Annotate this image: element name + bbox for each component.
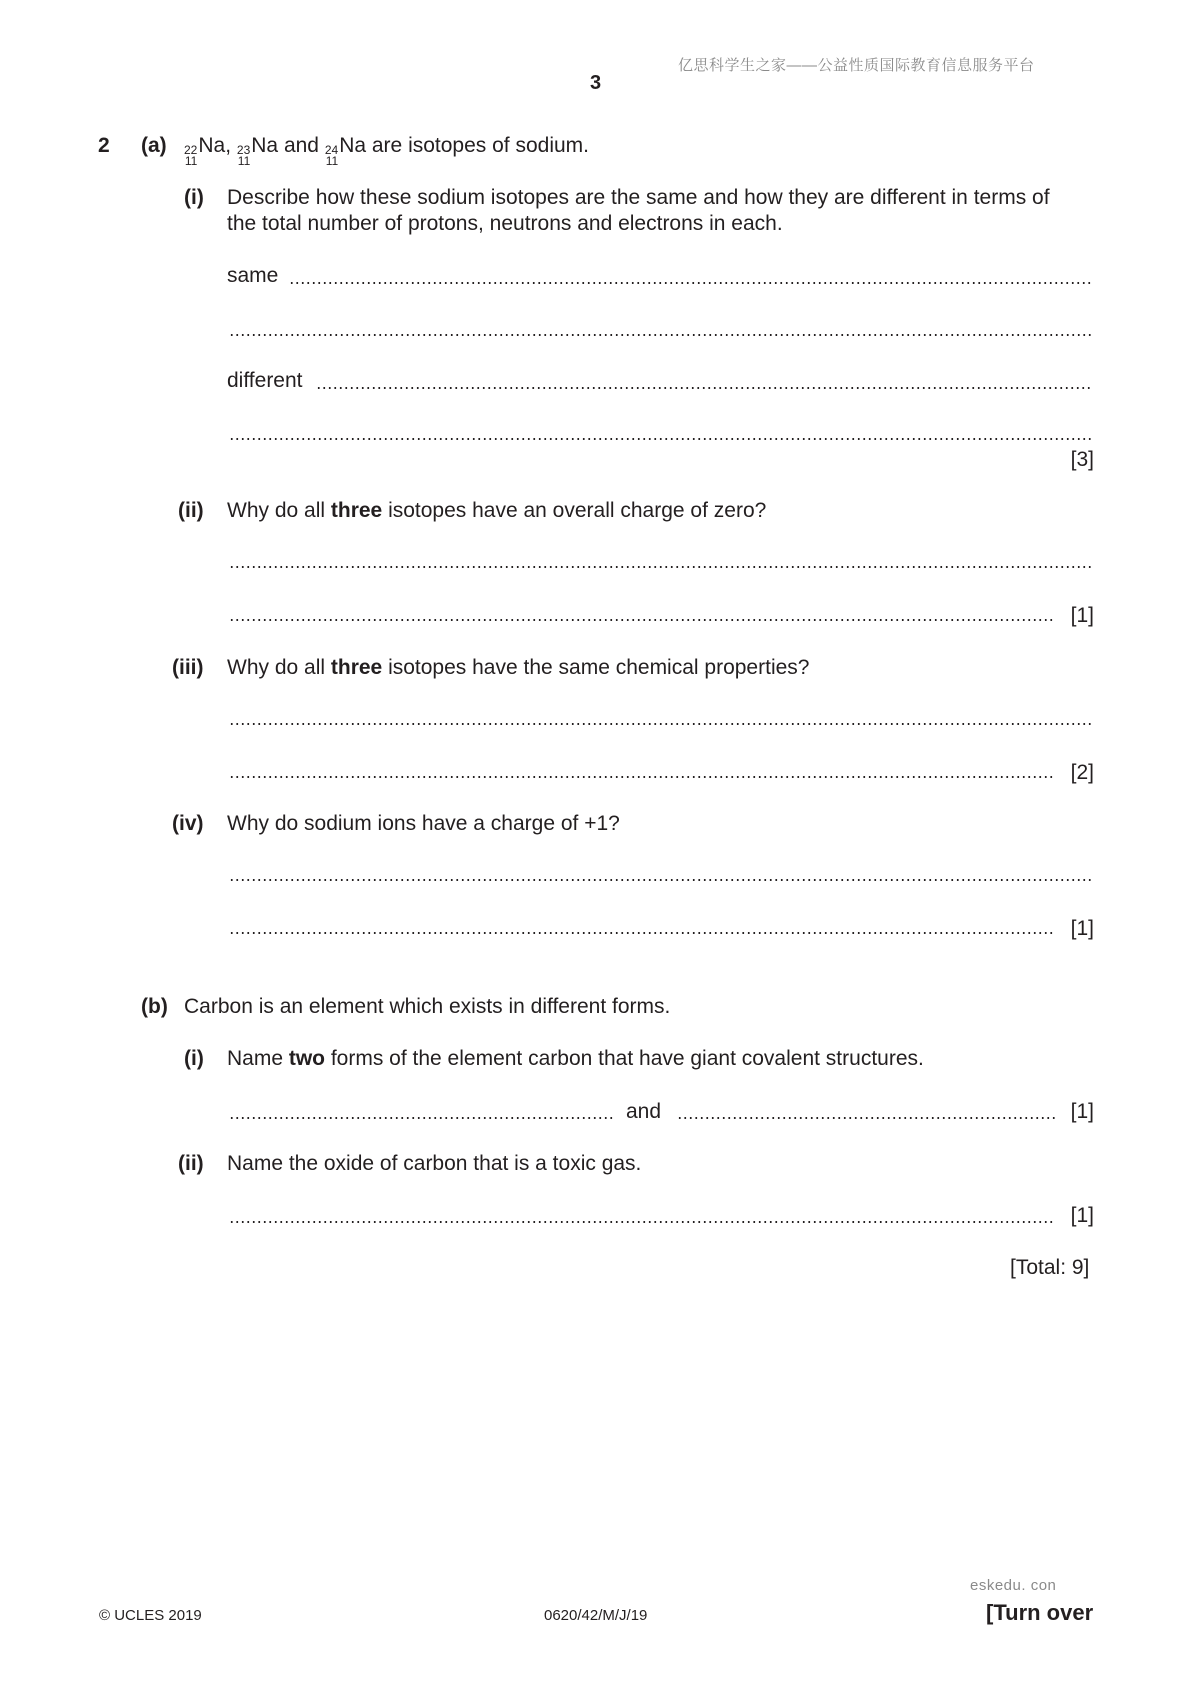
answer-line-b-i-1[interactable] — [229, 1117, 613, 1119]
answer-line-same-1[interactable] — [289, 282, 1091, 284]
part-b-label: (b) — [141, 995, 168, 1018]
answer-line-b-i-2[interactable] — [677, 1117, 1055, 1119]
answer-line-a-iii-2[interactable] — [229, 776, 1055, 778]
isotope-na24: 24 11 Na — [324, 134, 367, 168]
part-b-ii-label: (ii) — [178, 1152, 204, 1175]
copyright: © UCLES 2019 — [99, 1607, 202, 1624]
turn-over: [Turn over — [986, 1600, 1094, 1625]
and-label: and — [626, 1100, 662, 1123]
marks-a-ii: [1] — [1070, 604, 1094, 627]
watermark-text: 亿思科学生之家——公益性质国际教育信息服务平台 — [678, 57, 1035, 74]
answer-line-same-2[interactable] — [229, 334, 1091, 336]
part-b-stem: Carbon is an element which exists in different forms. — [184, 995, 671, 1018]
part-b-ii-question: Name the oxide of carbon that is a toxic gas. — [227, 1152, 642, 1175]
same-label: same — [227, 264, 279, 287]
part-a-i-line1: Describe how these sodium isotopes are the same and how they are different in terms of — [227, 186, 1050, 209]
part-a-ii-label: (ii) — [178, 499, 204, 522]
answer-line-a-iii-1[interactable] — [229, 723, 1091, 725]
part-b-i-label: (i) — [184, 1047, 204, 1070]
part-a-iii-label: (iii) — [172, 656, 204, 679]
part-a-iv-question: Why do sodium ions have a charge of +1? — [227, 812, 620, 835]
answer-line-b-ii[interactable] — [229, 1221, 1055, 1223]
site-watermark: eskedu. con — [970, 1577, 1057, 1594]
answer-line-a-ii-1[interactable] — [229, 566, 1091, 568]
total-marks: [Total: 9] — [1010, 1256, 1090, 1279]
answer-line-different-1[interactable] — [316, 387, 1091, 389]
isotope-na22: 22 11 Na — [184, 134, 226, 168]
part-a-stem: 22 11 Na, 23 11 Na and 24 11 Na are isotopes of sodium. — [184, 134, 589, 168]
part-a-iv-label: (iv) — [172, 812, 204, 835]
page-number: 3 — [590, 72, 602, 94]
answer-line-different-2[interactable] — [229, 438, 1091, 440]
part-a-ii-question: Why do all three isotopes have an overall charge of zero? — [227, 499, 767, 522]
paper-code: 0620/42/M/J/19 — [544, 1607, 648, 1624]
answer-line-a-iv-2[interactable] — [229, 932, 1055, 934]
part-a-i-label: (i) — [184, 186, 204, 209]
part-a-label: (a) — [141, 134, 167, 157]
part-b-i-question: Name two forms of the element carbon that have giant covalent structures. — [227, 1047, 924, 1070]
marks-b-i: [1] — [1070, 1100, 1094, 1123]
question-number: 2 — [98, 134, 110, 157]
part-a-i-line2: the total number of protons, neutrons and electrons in each. — [227, 212, 783, 235]
part-a-iii-question: Why do all three isotopes have the same chemical properties? — [227, 656, 810, 679]
marks-a-i: [3] — [1070, 448, 1094, 471]
marks-b-ii: [1] — [1070, 1204, 1094, 1227]
different-label: different — [227, 369, 303, 392]
marks-a-iv: [1] — [1070, 917, 1094, 940]
marks-a-iii: [2] — [1070, 761, 1094, 784]
isotope-na23: 23 11 Na — [236, 134, 279, 168]
answer-line-a-ii-2[interactable] — [229, 619, 1055, 621]
answer-line-a-iv-1[interactable] — [229, 879, 1091, 881]
